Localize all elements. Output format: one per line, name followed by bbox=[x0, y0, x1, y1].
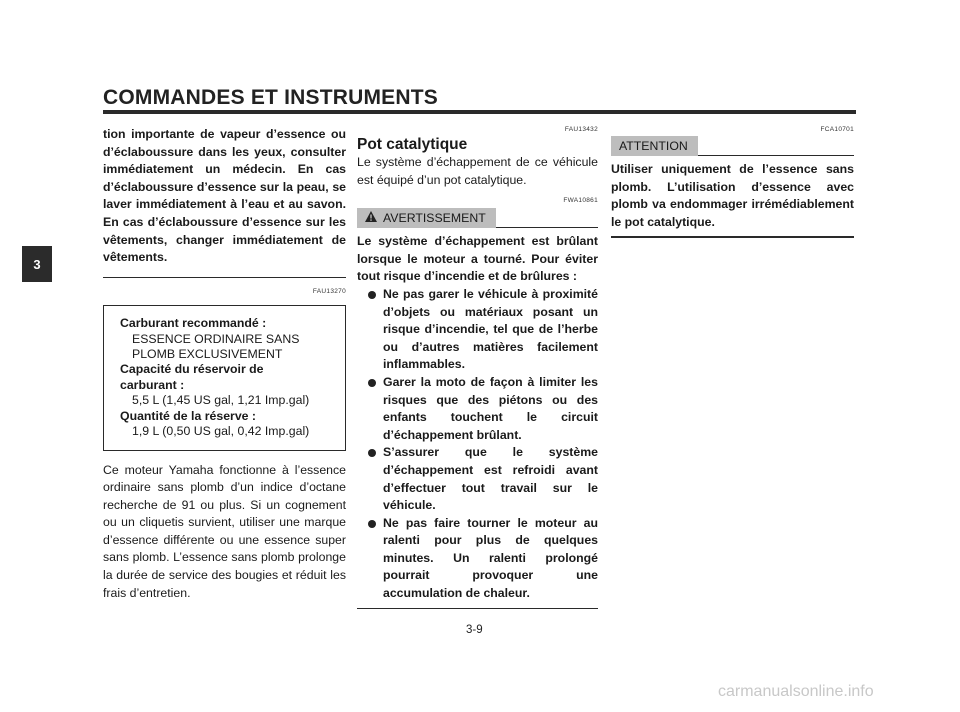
warning-triangle-icon bbox=[365, 211, 377, 225]
reserve-label: Quantité de la réserve : bbox=[120, 408, 257, 423]
list-item bbox=[357, 286, 598, 374]
bullet-dot-icon bbox=[368, 520, 376, 528]
bullet-text: Ne pas faire tourner le moteur au ralenti pour plus de quelques minutes. Un ralenti prolongé pourrait provoquer une accumulation de chaleur. bbox=[383, 515, 598, 601]
list-item bbox=[357, 444, 598, 514]
list-item bbox=[357, 374, 598, 444]
attention-header-rule bbox=[698, 155, 854, 157]
bullet-text: S’assurer que le système d’échappement est refroidi avant d’effectuer tout travail sur le véhicule. bbox=[383, 445, 598, 513]
page-number: 3-9 bbox=[466, 624, 483, 636]
bullet-text: Ne pas garer le véhicule à proximité d’objets ou matériaux posant un risque d’incendie, tel que de l’herbe ou d’autres matières facilement inflammables. bbox=[383, 286, 598, 372]
warning-continuation-text: tion importante de vapeur d’essence ou d’éclaboussure dans les yeux, consulter immédiatement un médecin. En cas d’éclaboussure d’essence sur la peau, se laver immédiatement à l’eau et au savon. En cas d’éclaboussure d’essence sur les vêtements, changer immédiatement de vêtements. bbox=[103, 127, 346, 265]
bullet-dot-icon bbox=[368, 449, 376, 457]
column-middle bbox=[357, 126, 598, 609]
attention-label: ATTENTION bbox=[619, 139, 688, 153]
warning-bullet-list bbox=[357, 286, 598, 603]
warning-end-rule bbox=[357, 608, 598, 610]
bullet-dot-icon bbox=[368, 291, 376, 299]
section-code: FAU13270 bbox=[312, 288, 346, 296]
warning-header bbox=[357, 208, 598, 228]
page-header-title: COMMANDES ET INSTRUMENTS bbox=[103, 86, 438, 109]
column-left bbox=[103, 126, 346, 602]
fuel-spec-box bbox=[103, 305, 346, 450]
bullet-text: Garer la moto de façon à limiter les risques que des piétons ou des enfants touchent le circuit d’échappement brûlant. bbox=[383, 374, 598, 442]
section-code: FAU13432 bbox=[564, 126, 598, 133]
warning-code: FWA10861 bbox=[563, 197, 598, 205]
reserve-value: 1,9 L (0,50 US gal, 0,42 Imp.gal) bbox=[132, 424, 310, 439]
fuel-value-line-2: PLOMB EXCLUSIVEMENT bbox=[132, 347, 283, 362]
warning-label: AVERTISSEMENT bbox=[383, 211, 486, 226]
section-intro: Le système d’échappement de ce véhicule est équipé d’un pot catalytique. bbox=[357, 155, 598, 187]
bullet-dot-icon bbox=[368, 379, 376, 387]
capacity-value: 5,5 L (1,45 US gal, 1,21 Imp.gal) bbox=[132, 393, 310, 408]
section-title: Pot catalytique bbox=[357, 136, 468, 153]
header-rule bbox=[103, 110, 856, 114]
list-item bbox=[357, 515, 598, 603]
column-right bbox=[611, 126, 854, 238]
chapter-tab: 3 bbox=[22, 246, 52, 282]
attention-code: FCA10701 bbox=[820, 126, 854, 133]
warning-end-rule bbox=[103, 277, 346, 279]
fuel-body-text: Ce moteur Yamaha fonctionne à l’essence ordinaire sans plomb d’un indice d’octane recherche de 91 ou plus. Si un cognement ou un cliquetis survient, utiliser une marque d’essence différente ou une essence super sans plomb. L’essence sans plomb prolonge la durée de service des bougies et réduit les frais d’entretien. bbox=[103, 462, 346, 600]
warning-header-rule bbox=[496, 227, 598, 229]
capacity-label-line-1: Capacité du réservoir de bbox=[120, 362, 264, 377]
watermark: carmanualsonline.info bbox=[718, 683, 874, 700]
attention-end-rule bbox=[611, 236, 854, 238]
attention-label-box bbox=[611, 136, 698, 156]
capacity-label-line-2: carburant : bbox=[120, 377, 185, 392]
attention-text: Utiliser uniquement de l’essence sans plomb. L’utilisation d’essence avec plomb va endommager irrémédiablement le pot catalytique. bbox=[611, 162, 854, 229]
warning-label-box bbox=[357, 208, 496, 228]
fuel-label: Carburant recommandé : bbox=[120, 316, 267, 331]
attention-header bbox=[611, 136, 854, 156]
warning-lead-text: Le système d’échappement est brûlant lorsque le moteur a tourné. Pour éviter tout risque d’incendie et de brûlures : bbox=[357, 234, 598, 284]
fuel-value-line-1: ESSENCE ORDINAIRE SANS bbox=[132, 331, 300, 346]
